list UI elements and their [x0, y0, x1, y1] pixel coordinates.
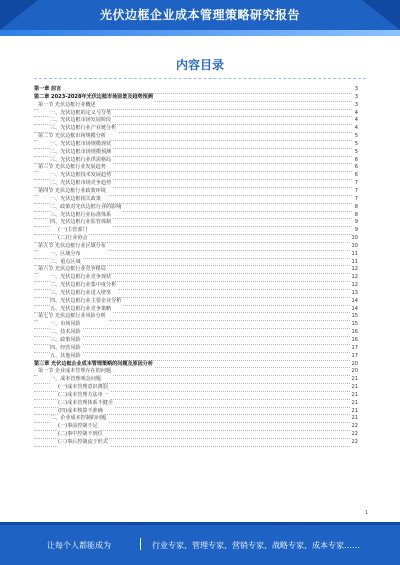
- toc-entry-text: 第三章 光伏边框企业成本管理策略的问题及原因分析: [34, 360, 153, 367]
- toc-entry-page: 17: [351, 344, 358, 351]
- toc-entry-page: 7: [354, 187, 358, 194]
- toc-entry-page: 20: [351, 368, 358, 375]
- toc-entry-page: 9: [354, 219, 358, 226]
- toc-divider: [34, 78, 366, 79]
- toc-entry-text: 一、成本管理观念问题: [50, 376, 101, 383]
- toc-entry-page: 4: [354, 117, 358, 124]
- toc-entry[interactable]: [34, 133, 358, 141]
- toc-entry-page: 22: [351, 431, 358, 438]
- table-of-contents: [34, 86, 358, 447]
- toc-entry-page: 14: [351, 305, 358, 312]
- footer-slogan: 让每个人都能成为: [47, 541, 111, 550]
- toc-entry[interactable]: [34, 329, 358, 337]
- toc-entry-page: 14: [351, 297, 358, 304]
- toc-entry-page: 8: [354, 203, 358, 210]
- toc-entry-text: 第三节 光伏边框行业发展趋势: [38, 164, 106, 171]
- toc-entry-text: 五、光伏边框行业竞争策略: [50, 305, 112, 312]
- toc-entry[interactable]: [34, 141, 358, 149]
- toc-entry-text: (二)事中控制不到位: [58, 431, 103, 438]
- toc-entry-page: 22: [351, 438, 358, 445]
- toc-entry[interactable]: [34, 376, 358, 384]
- toc-entry[interactable]: [34, 431, 358, 439]
- toc-entry[interactable]: [34, 298, 358, 306]
- toc-entry[interactable]: [34, 321, 358, 329]
- toc-entry[interactable]: [34, 290, 358, 298]
- toc-entry-page: 21: [351, 391, 358, 398]
- toc-entry-page: 22: [351, 423, 358, 430]
- toc-entry-text: 一、光伏边框相关政策: [50, 195, 101, 202]
- toc-entry-text: 二、光伏边框市场发展阶段: [50, 117, 112, 124]
- toc-entry-text: 二、政策对光伏边框行业的影响: [50, 203, 122, 210]
- toc-entry[interactable]: [34, 172, 358, 180]
- toc-entry-text: 三、光伏边框行业供需格局: [50, 156, 112, 163]
- toc-entry-text: (三)成本管理体系不健全: [58, 399, 113, 406]
- toc-entry-page: 16: [351, 337, 358, 343]
- toc-entry-text: 第二章 2023-2028年光伏边框市场前景及趋势预测: [34, 93, 153, 100]
- report-title: 光伏边框企业成本管理策略研究报告: [99, 8, 300, 22]
- toc-entry-page: 15: [351, 321, 358, 328]
- toc-entry-page: 10: [351, 242, 358, 249]
- toc-entry[interactable]: [34, 149, 358, 157]
- toc-entry[interactable]: [34, 282, 358, 290]
- toc-entry-page: 21: [351, 376, 358, 383]
- toc-entry-page: 21: [351, 399, 358, 406]
- toc-entry[interactable]: [34, 86, 358, 94]
- toc-entry-text: 一、光伏边框的定义与分类: [50, 109, 112, 116]
- toc-entry-text: (二)行业协会: [58, 235, 88, 242]
- toc-entry[interactable]: [34, 180, 358, 188]
- toc-entry-text: 二、光伏边框市场规模预测: [50, 148, 112, 155]
- footer-accent: [0, 522, 400, 525]
- toc-entry-text: 四、光伏边框行业监管体制: [50, 219, 112, 226]
- toc-entry-text: 二、企业成本控制的问题: [50, 415, 107, 422]
- toc-entry-text: (一)事前控制不足: [58, 423, 98, 430]
- toc-entry-page: 5: [354, 133, 358, 140]
- toc-entry-text: 三、光伏边框行业产业链分析: [50, 125, 117, 132]
- toc-entry[interactable]: [34, 196, 358, 204]
- toc-entry-page: 9: [354, 227, 358, 234]
- toc-entry-text: (一)主管部门: [58, 227, 88, 234]
- toc-entry-page: 21: [351, 407, 358, 414]
- toc-entry-text: 第一节 企业成本管理存在的问题: [38, 368, 111, 375]
- footer-tags: 行业专家、管理专家、营销专家、战略专家、成本专家……: [152, 541, 360, 550]
- toc-entry-text: 第一章 前言: [34, 86, 62, 92]
- toc-entry[interactable]: [34, 337, 358, 345]
- toc-entry-text: 第七节 光伏边框行业风险分析: [38, 313, 106, 320]
- toc-entry-page: 3: [354, 101, 358, 108]
- toc-entry-text: 五、其他风险: [50, 352, 81, 359]
- toc-entry-text: 一、市场风险: [50, 321, 81, 328]
- toc-entry-page: 3: [354, 86, 358, 92]
- toc-entry-page: 6: [354, 164, 358, 171]
- toc-entry[interactable]: [34, 188, 358, 196]
- toc-entry[interactable]: [34, 313, 358, 321]
- footer-separator: [140, 538, 141, 550]
- toc-entry-text: 二、技术风险: [50, 329, 81, 336]
- toc-entry-page: 11: [351, 250, 358, 257]
- toc-entry-text: 三、政策风险: [50, 337, 81, 343]
- toc-entry-text: 第六节 光伏边框行业竞争格局: [38, 266, 106, 273]
- toc-entry-page: 13: [351, 289, 358, 296]
- toc-entry[interactable]: [34, 227, 358, 235]
- toc-entry-text: 三、光伏边框行业标准体系: [50, 211, 112, 218]
- toc-entry-page: 6: [354, 156, 358, 163]
- toc-entry-text: 一、光伏边框市场规模现状: [50, 140, 112, 147]
- toc-entry[interactable]: [34, 219, 358, 227]
- toc-entry-page: 21: [351, 415, 358, 422]
- page-number: 1: [364, 510, 368, 516]
- toc-entry[interactable]: [34, 102, 358, 110]
- toc-entry-text: 第一节 光伏边框行业概述: [38, 101, 96, 108]
- header-accent-strip: [0, 30, 400, 36]
- toc-entry[interactable]: [34, 204, 358, 212]
- toc-entry-text: (二)成本管理方法单一: [58, 391, 108, 398]
- toc-entry-text: 二、光伏边框市场竞争趋势: [50, 180, 112, 187]
- toc-entry-text: (一)成本管理意识薄弱: [58, 384, 108, 391]
- toc-entry[interactable]: [34, 125, 358, 133]
- toc-entry-page: 10: [351, 235, 358, 242]
- toc-entry-page: 4: [354, 125, 358, 132]
- toc-entry-text: 一、区域分布: [50, 250, 81, 257]
- toc-entry[interactable]: [34, 94, 358, 102]
- toc-entry-page: 15: [351, 313, 358, 320]
- toc-entry-page: 7: [354, 180, 358, 187]
- toc-entry-text: (三)事后控制流于形式: [58, 438, 108, 445]
- toc-entry-text: 一、光伏边框技术发展趋势: [50, 172, 112, 179]
- toc-entry-page: 21: [351, 384, 358, 391]
- toc-entry-text: (四)成本核算不准确: [58, 407, 103, 414]
- toc-entry[interactable]: [34, 392, 358, 400]
- toc-entry-page: 3: [354, 93, 358, 100]
- toc-entry[interactable]: [34, 439, 358, 447]
- toc-entry-page: 16: [351, 329, 358, 336]
- toc-entry[interactable]: [34, 400, 358, 408]
- toc-entry-page: 4: [354, 109, 358, 116]
- toc-entry[interactable]: [34, 251, 358, 259]
- toc-entry-text: 一、光伏边框行业竞争现状: [50, 274, 112, 281]
- toc-entry-text: 第四节 光伏边框行业政策环境: [38, 187, 106, 194]
- toc-entry-page: 17: [351, 352, 358, 359]
- toc-entry-page: 8: [354, 211, 358, 218]
- toc-entry-page: 6: [354, 172, 358, 179]
- toc-entry-page: 11: [351, 258, 358, 265]
- toc-entry[interactable]: [34, 423, 358, 431]
- toc-entry-text: 二、重点区域: [50, 258, 81, 265]
- toc-entry-text: 第五节 光伏边框行业区域分布: [38, 242, 106, 249]
- toc-entry-text: 第二节 光伏边框市场规模分析: [38, 133, 106, 140]
- toc-entry-page: 20: [351, 360, 358, 367]
- toc-entry-text: 二、光伏边框行业集中度分析: [50, 282, 117, 289]
- toc-entry-page: 5: [354, 140, 358, 147]
- toc-entry-page: 5: [354, 148, 358, 155]
- toc-entry-text: 四、光伏边框行业主要企业分析: [50, 297, 122, 304]
- toc-entry-page: 12: [351, 274, 358, 281]
- toc-entry[interactable]: [34, 345, 358, 353]
- toc-entry-page: 12: [351, 266, 358, 273]
- toc-entry[interactable]: [34, 384, 358, 392]
- toc-entry[interactable]: [34, 353, 358, 361]
- toc-entry-text: 三、光伏边框行业进入壁垒: [50, 289, 112, 296]
- toc-entry[interactable]: [34, 243, 358, 251]
- toc-entry-page: 7: [354, 195, 358, 202]
- toc-entry-page: 12: [351, 282, 358, 289]
- toc-entry[interactable]: [34, 274, 358, 282]
- toc-entry-text: 四、经营风险: [50, 344, 81, 351]
- toc-title: 内容目录: [175, 58, 224, 72]
- toc-entry[interactable]: [34, 235, 358, 243]
